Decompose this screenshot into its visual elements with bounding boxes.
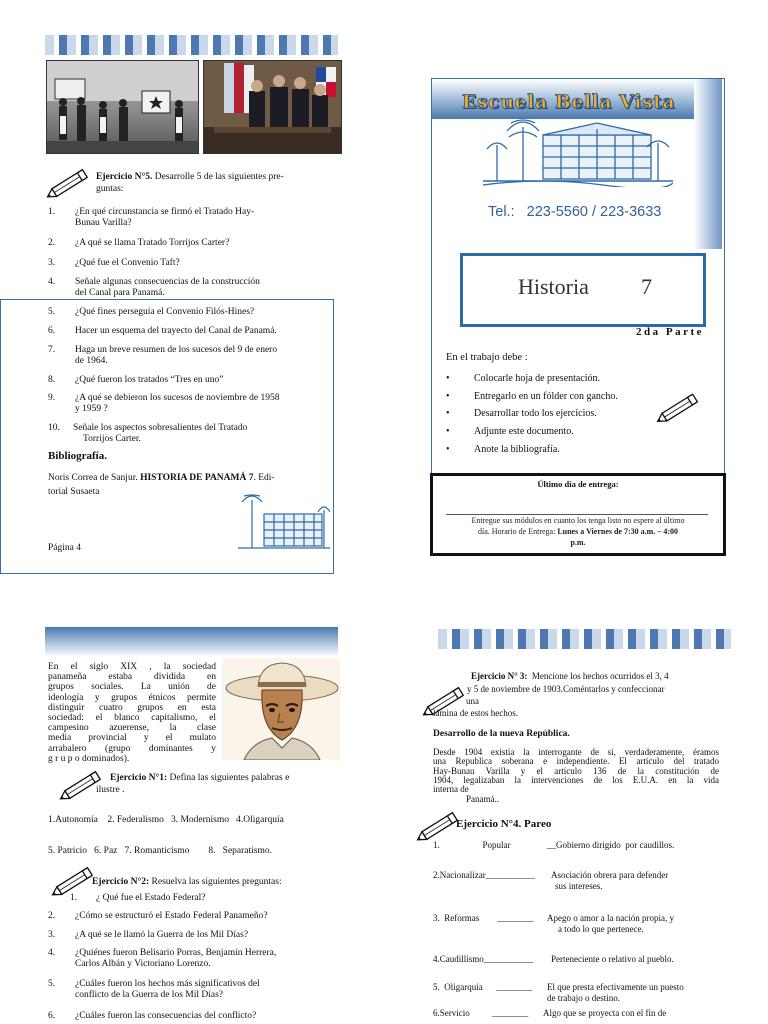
matching-definition-continued: de trabajo o destino. [547,993,620,1003]
vocabulary-words-row-1: 1.Autonomía 2. Federalismo 3. Modernismo 4.Oligarquía [48,815,284,825]
intro-line: arrabalero (grupo dominantes y [48,743,216,754]
bottom-left-gradient-bar [45,627,338,657]
intro-line: grupos sociales. La unión de [48,682,216,693]
matching-term: 5. Oligarquía ________ [433,982,533,992]
cover-right-gradient [694,79,722,249]
question-line-1: Hacer un esquema del trayecto del Canal de Panamá. [75,326,277,336]
question-text [75,277,333,298]
matching-term: 6.Servicio ________ [433,1008,529,1018]
intro-line: En el siglo XIX , la sociedad [48,662,216,672]
question-line-1: Señale algunas consecuencias de la construcción [75,277,260,287]
pencil-icon [44,166,94,202]
exercise4-heading: Ejercicio N°4. Pareo [456,818,552,830]
exercise3-text-line-3: una [466,696,479,706]
exercise5-label: Ejercicio N°5. [96,172,153,182]
exercise3-heading [471,671,741,682]
intro-line: media provincial y el mulato [48,733,216,744]
section-line: interna de [433,784,469,795]
question-line-1: ¿A qué se debieron los sucesos de noviembre de 1958 [75,393,280,403]
intro-line: panameña estaba dividida en [48,672,216,683]
question-number: 9. [48,393,56,403]
intro-line: g r u p o dominados). [48,753,130,764]
exercise5-text: Desarrolle 5 de las siguientes pre- [152,172,284,182]
school-phone: Tel.: 223-5560 / 223-3633 [488,204,662,220]
bullet-icon: • [446,391,450,402]
question-line-1: ¿Qué fines perseguía el Convenio Filós-Hines? [75,307,255,317]
deadline-note-line-1: Entregue sus módulos en cuanto los tenga listo no espere al último [471,516,685,525]
instruction-text: Entregarlo en un fólder con gancho. [474,391,618,402]
question-number: 2. [48,911,56,921]
bibliography-author: Noris Correa de Sanjur. [48,473,141,483]
question-line-2: Bunau Varilla? [75,217,132,228]
deadline-title: Último día de entrega: [537,479,619,489]
question-line-1: ¿Qué fueron los tratados “Tres en uno” [75,375,224,385]
question-text [75,911,333,922]
bibliography-book-title: HISTORIA DE PANAMÁ 7 [140,473,254,483]
exercise3-text-line-2: y 5 de noviembre de 1903.Coméntarlos y confeccionar [467,684,665,694]
grade-number: 7 [641,274,652,299]
instruction-text: Desarrollar todo los ejercicios. [474,408,597,419]
pencil-icon [654,390,706,426]
matching-definition: Apego o amor a la nación propia, y [547,913,674,923]
question-number: 4. [48,277,56,287]
historical-protest-photo [46,60,199,154]
bottom-right-stripe-bar [438,629,731,649]
bullet-icon: • [446,373,450,384]
question-line-1: Señale los aspectos sobresalientes del Tratado [73,423,248,433]
bibliography-title: Bibliografía. [48,450,107,462]
question-number: 5. [48,979,56,989]
question-number: 6. [48,326,56,336]
question-number: 1. [70,893,78,903]
exercise5-heading [96,172,336,183]
intro-line: sociedad: el blanco capitalismo, el [48,713,216,723]
deadline-note-line-3: p.m. [570,538,586,547]
matching-definition: El que presta efectivamente un puesto [547,982,684,992]
question-line-1: ¿Quiénes fueron Belisario Porras, Benjamín Herrera, [75,948,277,958]
question-text [75,1011,333,1022]
question-text [75,238,333,249]
question-line-1: ¿Qué fue el Convenio Taft? [75,258,180,268]
question-line-1: ¿Cuáles fueron las consecuencias del conflicto? [75,1011,257,1021]
deadline-note-line-2 [438,526,718,537]
intro-line: distinguir cuatro grupos en esta [48,702,216,713]
deadline-note [438,515,718,548]
exercise2-label: Ejercicio N°2: [92,877,150,887]
question-text [75,948,333,969]
section-line: 1904, legalizaban la intervenciones de los E.U.A. en la vida [433,774,719,785]
instruction-text: Adjunte este documento. [474,426,574,437]
matching-definition-continued: a todo lo que pertenece. [558,924,644,934]
question-number: 10. [48,423,60,433]
exercise3-text: Mencione los hechos ocurridos el 3, 4 [527,671,669,681]
question-line-2: conflicto de la Guerra de los Mil Días? [75,989,223,1000]
question-line-1: ¿ Qué fue el Estado Federal? [96,893,206,903]
bibliography-line-1 [48,473,338,484]
instructions-title: En el trabajo debe : [446,352,528,363]
question-number: 6. [48,1011,56,1021]
exercise5-text-continued: guntas: [96,184,124,194]
matching-term: 2.Nacionalizar___________ [433,870,536,880]
bullet-icon: • [446,444,450,455]
question-line-2: del Canal para Panamá. [75,287,165,298]
question-number: 5. [48,307,56,317]
deadline-schedule: Lunes a Viernes de 7:30 a.m. – 4:00 [557,527,678,536]
matching-term: 1. Popular [433,840,511,850]
matching-term: 3. Reformas ________ [433,913,534,923]
section-line: Panamá.. [466,793,499,804]
exercise2-text: Resuelva las siguientes preguntas: [149,877,282,887]
question-number: 4. [48,948,56,958]
part-label: 2da Parte [636,326,705,338]
question-number: 8. [48,375,56,385]
instruction-text: Colocarle hoja de presentación. [474,373,601,384]
section-line: una Republica soberana e independiente. El artículo del tratado [433,756,719,767]
matching-definition: __Gobierno dirigido por caudillos. [547,840,675,850]
matching-definition: Asociación obrera para defender [551,870,669,880]
question-line-1: ¿A qué se le llamó la Guerra de los Mil Días? [75,930,249,940]
exercise1-text: Defina las siguientes palabras e [167,773,290,783]
page-number: Página 4 [48,543,81,553]
bullet-icon: • [446,408,450,419]
deadline-note-prefix: día. Horario de Entrega: [478,527,558,536]
exercise3-label: Ejercicio N° 3: [471,671,528,681]
intro-line: campesino azuerense, la clase [48,723,216,734]
question-text [75,930,333,941]
intro-line: ideología y grupos étnicos permite [48,692,216,703]
victoriano-lorenzo-portrait [222,658,340,760]
question-text [75,979,333,1000]
matching-definition: Algo que se proyecta con el fin de [543,1008,667,1018]
question-text [75,207,333,228]
question-line-1: Haga un breve resumen de los sucesos del 9 de enero [75,345,278,355]
matching-definition: Perteneciente o relativo al pueblo. [551,954,674,964]
school-name: Escuela Bella Vista [462,91,676,113]
matching-definition-continued: sus intereses. [555,881,603,891]
question-line-2: de 1964. [75,355,108,366]
matching-term: 4.Caudillismo___________ [433,954,534,964]
question-text [96,893,354,904]
instruction-text: Anote la bibliografía. [474,444,560,455]
question-number: 7. [48,345,56,355]
treaty-signing-photo [203,60,342,154]
question-line-1: ¿En qué circunstancia se firmó el Tratado Hay- [75,207,255,217]
section-title: Desarrollo de la nueva República. [433,729,570,739]
question-line-1: ¿A qué se llama Tratado Torrijos Carter? [75,238,230,248]
subject-title: Historia [518,274,589,299]
exercise3-text-line-4: lámina de estos hechos. [433,708,518,718]
bibliography-publisher-start: . Edi- [253,473,275,483]
question-line-1: ¿Cuáles fueron los hechos más significativos del [75,979,260,989]
question-line-2: y 1959 ? [75,403,108,414]
exercise1-text-continued: ilustre . [96,785,125,795]
question-text [75,258,333,269]
bibliography-line-2: torial Susaeta [48,487,100,497]
school-building-logo-small [238,490,330,556]
section-line: Desde 1904 existía la interrogante de si, verdaderamente, éramos [433,747,719,757]
section-line: Hay-Bunau Varilla y el artículo 136 de la constitución de [433,765,719,776]
bullet-icon: • [446,426,450,437]
vocabulary-words-row-2: 5. Patricio 6. Paz 7. Romanticismo 8. Separatismo. [48,846,273,856]
question-line-2: Torrijos Carter. [83,433,141,444]
school-building-logo [483,115,673,187]
question-number: 1. [48,207,56,217]
question-line-2: Carlos Albán y Victoriano Lorenzo. [75,958,211,969]
question-number: 3. [48,930,56,940]
question-number: 2. [48,238,56,248]
exercise1-label: Ejercicio N°1: [110,773,168,783]
top-left-stripe-bar [45,35,338,55]
exercise1-heading [110,773,340,784]
question-line-1: ¿Cómo se estructuró el Estado Federal Panameño? [75,911,268,921]
exercise2-heading [92,877,332,888]
question-number: 3. [48,258,56,268]
